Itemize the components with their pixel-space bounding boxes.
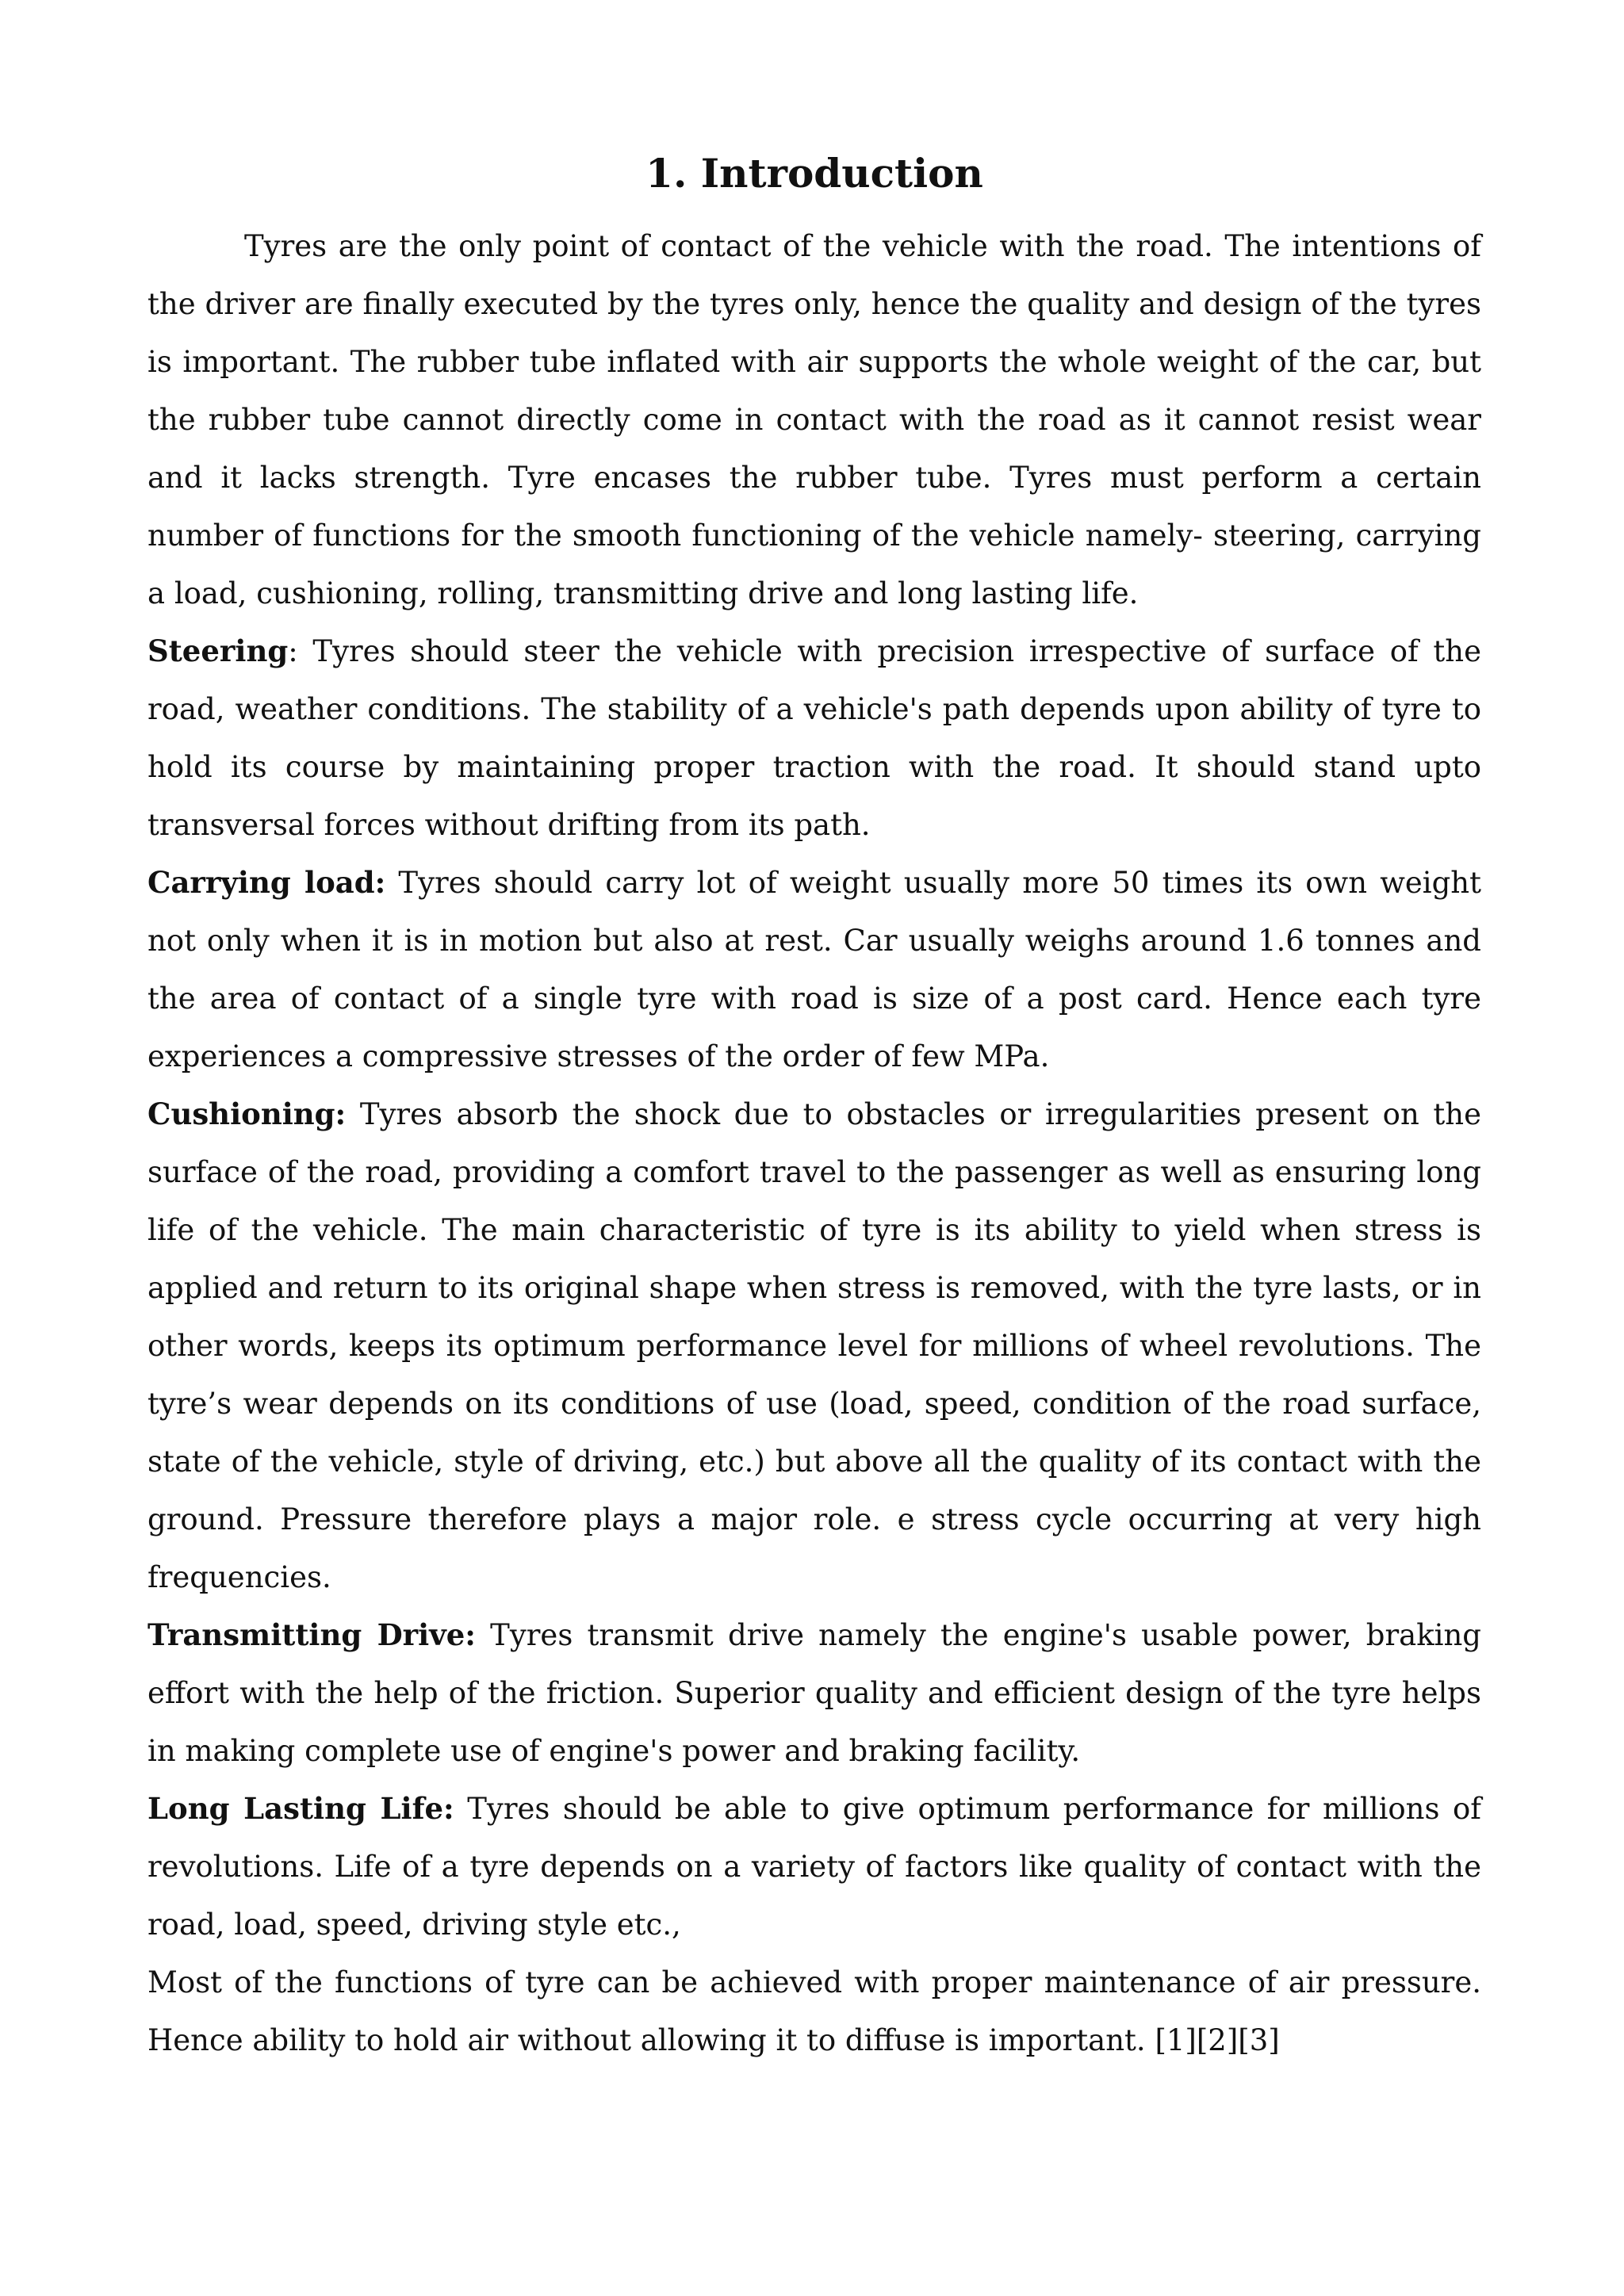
section-text-steering: : Tyres should steer the vehicle with precision irrespective of surface of the road, weather conditions. The stability of a vehicle's path depends upon ability of tyre to hold its course by maintaining proper traction with the road. It should stand upto transversal forces without drifting from its path.: [147, 634, 1481, 842]
section-cushioning: [147, 1085, 1481, 1606]
section-long-lasting-life: [147, 1780, 1481, 1954]
page-title: 1. Introduction: [645, 150, 983, 197]
section-text-long-lasting-life: Tyres should be able to give optimum performance for millions of revolutions. Life of a tyre depends on a variety of factors like quality of contact with the road, load, speed, driving style etc.,: [147, 1792, 1481, 1942]
section-term-transmitting-drive: Transmitting Drive:: [147, 1617, 476, 1652]
section-text-carrying-load: Tyres should carry lot of weight usually more 50 times its own weight not only when it is in motion but also at rest. Car usually weighs around 1.6 tonnes and the area of contact of a single tyre with road is size of a post card. Hence each tyre experiences a compressive stresses of the order of few MPa.: [147, 866, 1481, 1073]
section-text-cushioning: Tyres absorb the shock due to obstacles or irregularities present on the surface of the road, providing a comfort travel to the passenger as well as ensuring long life of the vehicle. The main characteristic of tyre is its ability to yield when stress is applied and return to its original shape when stress is removed, with the tyre lasts, or in other words, keeps its optimum performance level for millions of wheel revolutions. The tyre’s wear depends on its conditions of use (load, speed, condition of the road surface, state of the vehicle, style of driving, etc.) but above all the quality of its contact with the ground. Pressure therefore plays a major role. e stress cycle occurring at very high frequencies.: [147, 1097, 1481, 1594]
section-text-transmitting-drive: Tyres transmit drive namely the engine's usable power, braking effort with the help of the friction. Superior quality and efficient design of the tyre helps in making complete use of engine's power and braking facility.: [147, 1618, 1481, 1768]
section-transmitting-drive: [147, 1606, 1481, 1780]
page-content: [147, 144, 1481, 2069]
section-term-long-lasting-life: Long Lasting Life:: [147, 1791, 454, 1826]
intro-paragraph: Tyres are the only point of contact of the vehicle with the road. The intentions of the driver are finally executed by the tyres only, hence the quality and design of the tyres is important. The rubber tube inflated with air supports the whole weight of the car, but the rubber tube cannot directly come in contact with the road as it cannot resist wear and it lacks strength. Tyre encases the rubber tube. Tyres must perform a certain number of functions for the smooth functioning of the vehicle namely- steering, carrying a load, cushioning, rolling, transmitting drive and long lasting life.: [147, 229, 1481, 610]
section-steering: [147, 622, 1481, 854]
section-term-carrying-load: Carrying load:: [147, 865, 386, 900]
closing-paragraph: Most of the functions of tyre can be achieved with proper maintenance of air pressure. Hence ability to hold air without allowing it to diffuse is important. [1][2][3]: [147, 1965, 1481, 2057]
section-term-cushioning: Cushioning:: [147, 1096, 347, 1131]
section-carrying-load: [147, 854, 1481, 1085]
section-term-steering: Steering: [147, 633, 289, 668]
